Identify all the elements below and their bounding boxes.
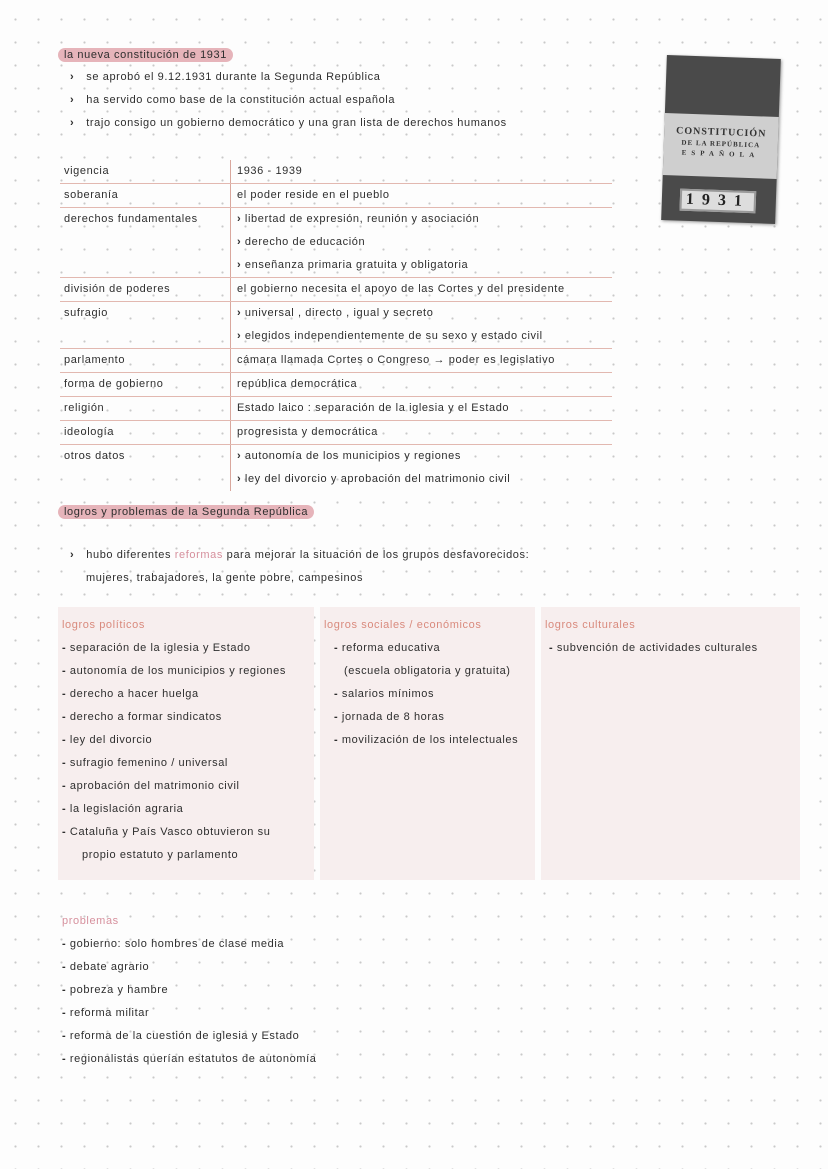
list-item: - movilización de los intelectuales	[320, 729, 535, 752]
bullet: › ha servido como base de la constitución actual española	[70, 94, 395, 106]
row-label: forma de gobierno	[60, 373, 231, 396]
row-value: › universal , directo , igual y secreto	[237, 302, 612, 325]
row-label: división de poderes	[60, 278, 231, 301]
list-item: - derecho a formar sindicatos	[58, 706, 314, 729]
table-row	[60, 373, 612, 397]
table-row	[60, 349, 612, 373]
list-item: - gobierno: solo hombres de clase media	[62, 933, 316, 956]
intro-bullet	[70, 549, 529, 561]
book-subtitle: DE LA REPÚBLICA	[681, 138, 761, 150]
row-label: sufragio	[64, 307, 108, 319]
table-row	[60, 421, 612, 445]
list-item: - reforma militar	[62, 1002, 316, 1025]
intro-text: hubo diferentes	[86, 549, 172, 561]
table-row	[60, 397, 612, 421]
table-row	[60, 184, 612, 208]
row-value: 1936 - 1939	[237, 165, 303, 177]
bullet: › trajo consigo un gobierno democrático y una gran lista de derechos humanos	[70, 117, 507, 129]
row-label: soberanía	[60, 184, 231, 207]
book-subtitle2: ESPAÑOLA	[681, 148, 760, 160]
row-value: › derecho de educación	[237, 231, 612, 254]
logros-culturales-box	[541, 607, 800, 880]
intro-line2: mujeres, trabajadores, la gente pobre, campesinos	[86, 572, 364, 584]
list-item: (escuela obligatoria y gratuita)	[344, 665, 511, 677]
logros-sociales-box	[320, 607, 535, 880]
box-title: logros sociales / económicos	[324, 619, 482, 631]
row-value: › ley del divorcio y aprobación del matrimonio civil	[237, 468, 612, 491]
constitution-table	[60, 160, 612, 491]
row-value: › autonomía de los municipios y regiones	[237, 445, 612, 468]
list-item: - jornada de 8 horas	[320, 706, 535, 729]
row-value: cámara llamada Cortes o Congreso → poder es legislativo	[237, 354, 555, 366]
row-value: › enseñanza primaria gratuita y obligatoria	[237, 254, 612, 277]
book-year: 1931	[679, 189, 756, 214]
row-label: parlamento	[60, 349, 231, 372]
list-item: - aprobación del matrimonio civil	[58, 775, 314, 798]
table-row	[60, 278, 612, 302]
row-label: religión	[60, 397, 231, 420]
bullet: › se aprobó el 9.12.1931 durante la Segunda República	[70, 71, 380, 83]
row-value: › libertad de expresión, reunión y asociación	[237, 208, 612, 231]
list-item: - debate agrario	[62, 956, 316, 979]
list-item: - derecho a hacer huelga	[58, 683, 314, 706]
list-item: - sufragio femenino / universal	[58, 752, 314, 775]
list-item: - pobreza y hambre	[62, 979, 316, 1002]
box-title: logros políticos	[62, 619, 145, 631]
row-label: derechos fundamentales	[64, 213, 198, 225]
intro-text: para mejorar la situación de los grupos desfavorecidos:	[226, 549, 530, 561]
list-item: - ley del divorcio	[58, 729, 314, 752]
constitution-book-image	[661, 55, 781, 224]
box-title: logros culturales	[545, 619, 636, 631]
list-item: propio estatuto y parlamento	[82, 849, 239, 861]
list-item: - salarios mínimos	[320, 683, 535, 706]
row-value: › elegidos independientemente de su sexo y estado civil	[237, 325, 612, 348]
list-item: - subvención de actividades culturales	[541, 637, 800, 660]
list-item: - reforma de la cuestión de iglesia y Estado	[62, 1025, 316, 1048]
section-title-constitucion: la nueva constitución de 1931	[58, 48, 233, 62]
book-title: CONSTITUCIÓN	[675, 125, 767, 140]
row-label: vigencia	[60, 160, 231, 183]
table-row	[60, 445, 612, 491]
row-value: progresista y democrática	[237, 426, 378, 438]
problemas-list	[62, 910, 316, 1071]
list-item: - regionalistas querían estatutos de autonomía	[62, 1048, 316, 1071]
list-item: - reforma educativa	[320, 637, 535, 660]
row-value: el gobierno necesita el apoyo de las Cortes y del presidente	[237, 283, 565, 295]
table-row	[60, 160, 612, 184]
list-item: - Cataluña y País Vasco obtuvieron su	[58, 821, 314, 844]
row-label: ideología	[60, 421, 231, 444]
logros-politicos-box	[58, 607, 314, 880]
list-item: - separación de la iglesia y Estado	[58, 637, 314, 660]
table-row	[60, 302, 612, 349]
list-item: - autonomía de los municipios y regiones	[58, 660, 314, 683]
list-item: - la legislación agraria	[58, 798, 314, 821]
section-title-logros: logros y problemas de la Segunda República	[58, 505, 314, 519]
row-value: república democrática	[237, 378, 358, 390]
intro-highlight: reformas	[174, 549, 223, 561]
row-value: Estado laico : separación de la iglesia y el Estado	[237, 402, 510, 414]
problemas-title: problemas	[62, 915, 119, 927]
table-row	[60, 208, 612, 278]
row-label: otros datos	[64, 450, 126, 462]
row-value: el poder reside en el pueblo	[237, 189, 390, 201]
